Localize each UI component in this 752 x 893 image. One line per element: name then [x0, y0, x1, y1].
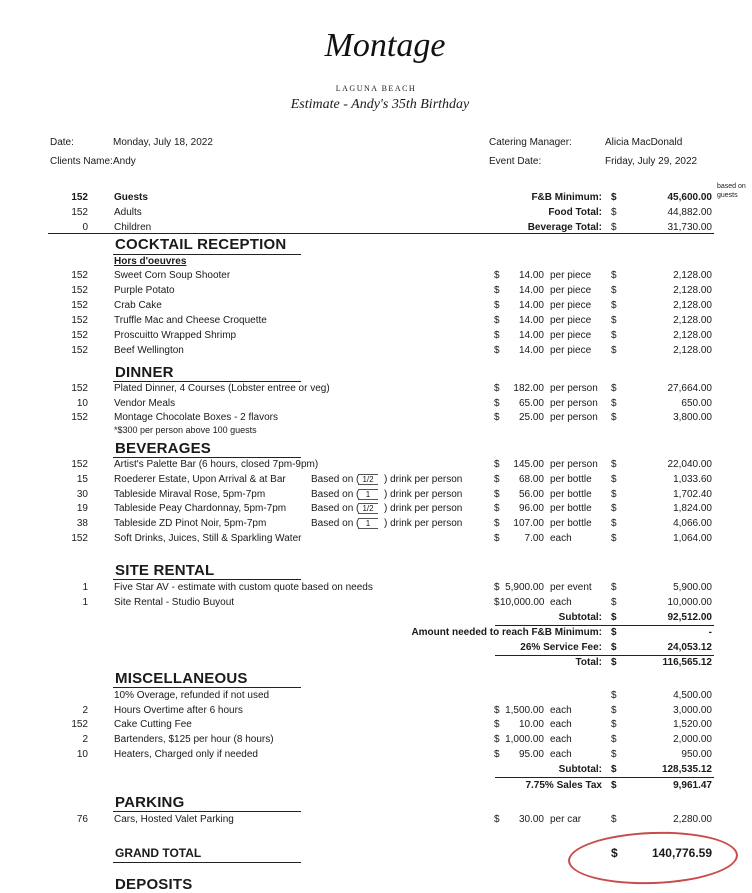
- summary-currency: $: [611, 612, 617, 623]
- item-description: Heaters, Charged only if needed: [114, 748, 258, 760]
- site-rental-underline: [113, 579, 301, 580]
- item-price: 182.00: [513, 383, 544, 394]
- site-rental-title: SITE RENTAL: [115, 562, 215, 579]
- item-unit: per person: [550, 397, 598, 409]
- item-unit: per piece: [550, 345, 592, 356]
- price-currency: $: [494, 300, 500, 311]
- price-currency: $: [494, 518, 500, 530]
- summary-value: 128,535.12: [661, 764, 712, 775]
- item-qty: 19: [76, 503, 88, 515]
- item-price: 10,000.00: [500, 597, 545, 608]
- item-unit: per piece: [550, 270, 592, 281]
- item-description: Tableside ZD Pinot Noir, 5pm-7pm: [114, 518, 267, 530]
- item-total: 2,128.00: [673, 345, 712, 356]
- summary-currency: $: [611, 657, 617, 668]
- total-currency: $: [611, 473, 617, 485]
- item-price: 14.00: [518, 345, 544, 356]
- item-description: Bartenders, $125 per hour (8 hours): [114, 734, 274, 746]
- item-unit: per bottle: [550, 473, 592, 485]
- item-unit: each: [550, 704, 572, 716]
- item-total: 4,500.00: [673, 690, 712, 701]
- item-qty: 152: [71, 285, 88, 296]
- client-value: Andy: [113, 156, 136, 167]
- item-total: 2,128.00: [673, 330, 712, 341]
- divider: [48, 233, 714, 234]
- summary-currency: $: [611, 780, 617, 791]
- price-currency: $: [494, 473, 500, 485]
- estimate-title: Estimate - Andy's 35th Birthday: [290, 97, 470, 112]
- cocktail-title: COCKTAIL RECEPTION: [115, 236, 287, 253]
- minimum-value: 45,600.00: [667, 192, 712, 203]
- item-qty: 10: [76, 397, 88, 409]
- dinner-underline: [113, 381, 301, 382]
- item-price: 56.00: [518, 488, 544, 500]
- summary-currency: $: [611, 764, 617, 775]
- item-description: Soft Drinks, Juices, Still & Sparkling Water: [114, 533, 302, 544]
- item-total: 3,800.00: [673, 412, 712, 423]
- summary-label: 7.75% Sales Tax: [525, 780, 602, 791]
- price-currency: $: [494, 814, 500, 825]
- total-currency: $: [611, 814, 617, 825]
- drink-count: 1/2: [358, 503, 378, 514]
- guest-count: 0: [82, 222, 88, 233]
- price-currency: $: [494, 459, 500, 470]
- item-price: 1,000.00: [505, 734, 544, 746]
- price-currency: $: [494, 285, 500, 296]
- item-total: 950.00: [681, 748, 712, 760]
- item-total: 5,900.00: [673, 582, 712, 593]
- minimum-label: F&B Minimum:: [531, 192, 602, 203]
- drink-count: 1: [358, 489, 378, 500]
- item-description: Cake Cutting Fee: [114, 719, 192, 731]
- item-qty: 10: [76, 748, 88, 760]
- price-currency: $: [494, 412, 500, 423]
- price-currency: $: [494, 582, 500, 593]
- summary-currency: $: [611, 642, 617, 653]
- price-currency: $: [494, 315, 500, 326]
- parking-title: PARKING: [115, 794, 185, 811]
- summary-divider: [495, 777, 714, 778]
- item-qty: 152: [71, 412, 88, 423]
- item-qty: 76: [76, 814, 88, 825]
- total-currency: $: [611, 330, 617, 341]
- price-currency: $: [494, 397, 500, 409]
- based-on-label: Based on (: [311, 518, 360, 530]
- item-price: 107.00: [513, 518, 544, 530]
- event-date-label: Event Date:: [489, 156, 542, 167]
- item-unit: each: [550, 748, 572, 760]
- item-price: 145.00: [513, 459, 544, 470]
- price-currency: $: [494, 488, 500, 500]
- minimum-label: Beverage Total:: [527, 222, 602, 233]
- item-description: Truffle Mac and Cheese Croquette: [114, 315, 267, 326]
- item-price: 10.00: [518, 719, 544, 731]
- item-qty: 2: [82, 734, 88, 746]
- grand-total-underline: [113, 862, 301, 863]
- item-price: 96.00: [518, 503, 544, 515]
- item-price: 14.00: [518, 270, 544, 281]
- guest-label: Adults: [114, 207, 142, 218]
- event-date-value: Friday, July 29, 2022: [605, 156, 698, 167]
- item-price: 30.00: [518, 814, 544, 825]
- item-total: 1,702.40: [673, 488, 712, 500]
- item-description: Roederer Estate, Upon Arrival & at Bar: [114, 473, 286, 485]
- manager-value: Alicia MacDonald: [605, 137, 683, 148]
- total-currency: $: [611, 748, 617, 760]
- total-currency: $: [611, 597, 617, 608]
- price-currency: $: [494, 719, 500, 731]
- item-unit: per event: [550, 582, 592, 593]
- drink-per-person-label: ) drink per person: [384, 473, 463, 485]
- item-price: 1,500.00: [505, 704, 544, 716]
- item-unit: per car: [550, 814, 582, 825]
- item-unit: per piece: [550, 330, 592, 341]
- total-currency: $: [611, 503, 617, 515]
- item-qty: 152: [71, 300, 88, 311]
- location-label: LAGUNA BEACH: [335, 84, 417, 93]
- item-unit: per piece: [550, 315, 592, 326]
- item-description: Five Star AV - estimate with custom quote based on needs: [114, 582, 373, 593]
- minimum-value: 44,882.00: [667, 207, 712, 218]
- summary-label: Total:: [575, 657, 602, 668]
- manager-label: Catering Manager:: [489, 137, 572, 148]
- item-qty: 152: [71, 383, 88, 394]
- item-unit: each: [550, 597, 572, 608]
- summary-value: 24,053.12: [667, 642, 712, 653]
- summary-divider: [495, 625, 714, 626]
- guest-label: Guests: [114, 192, 148, 203]
- dinner-note: *$300 per person above 100 guests: [114, 425, 257, 435]
- item-unit: per piece: [550, 300, 592, 311]
- grand-total-currency: $: [611, 846, 618, 860]
- price-currency: $: [494, 383, 500, 394]
- item-description: Plated Dinner, 4 Courses (Lobster entree or veg): [114, 383, 330, 394]
- item-description: 10% Overage, refunded if not used: [114, 690, 270, 701]
- summary-value: -: [708, 627, 712, 638]
- item-price: 65.00: [518, 397, 544, 409]
- minimum-currency: $: [611, 192, 617, 203]
- guest-label: Children: [114, 222, 152, 233]
- item-unit: per bottle: [550, 503, 592, 515]
- total-currency: $: [611, 459, 617, 470]
- based-on-label: Based on (: [311, 503, 360, 515]
- item-price: 14.00: [518, 330, 544, 341]
- drink-count: 1: [358, 518, 378, 529]
- date-value: Monday, July 18, 2022: [113, 137, 213, 148]
- item-total: 1,033.60: [673, 473, 712, 485]
- beverages-underline: [113, 457, 301, 458]
- montage-logo: [310, 22, 460, 72]
- item-total: 10,000.00: [667, 597, 712, 608]
- item-total: 22,040.00: [667, 459, 712, 470]
- summary-label: Amount needed to reach F&B Minimum:: [411, 627, 602, 638]
- client-label: Clients Name:: [50, 156, 113, 167]
- date-label: Date:: [50, 137, 74, 148]
- item-qty: 152: [71, 270, 88, 281]
- price-currency: $: [494, 704, 500, 716]
- summary-currency: $: [611, 627, 617, 638]
- item-qty: 152: [71, 330, 88, 341]
- item-total: 27,664.00: [667, 383, 712, 394]
- grand-total-label: GRAND TOTAL: [115, 846, 202, 860]
- item-price: 95.00: [518, 748, 544, 760]
- item-description: Proscuitto Wrapped Shrimp: [114, 330, 237, 341]
- price-currency: $: [494, 503, 500, 515]
- svg-text:Montage: Montage: [324, 27, 446, 64]
- total-currency: $: [611, 719, 617, 731]
- item-price: 7.00: [524, 533, 544, 544]
- guest-count: 152: [71, 192, 88, 203]
- item-price: 68.00: [518, 473, 544, 485]
- item-description: Cars, Hosted Valet Parking: [114, 814, 234, 825]
- total-currency: $: [611, 533, 617, 544]
- edge-note: based on guests: [717, 183, 746, 199]
- summary-label: Subtotal:: [558, 764, 602, 775]
- item-total: 2,000.00: [673, 734, 712, 746]
- summary-value: 116,565.12: [662, 657, 712, 668]
- total-currency: $: [611, 300, 617, 311]
- drink-per-person-label: ) drink per person: [384, 503, 463, 515]
- item-description: Tableside Peay Chardonnay, 5pm-7pm: [114, 503, 287, 515]
- summary-label: 26% Service Fee:: [520, 642, 602, 653]
- total-currency: $: [611, 412, 617, 423]
- total-currency: $: [611, 582, 617, 593]
- item-unit: each: [550, 719, 572, 731]
- item-description: Purple Potato: [114, 285, 175, 296]
- item-total: 2,128.00: [673, 285, 712, 296]
- item-total: 2,128.00: [673, 300, 712, 311]
- item-total: 4,066.00: [673, 518, 712, 530]
- total-currency: $: [611, 734, 617, 746]
- item-total: 2,280.00: [673, 814, 712, 825]
- summary-value: 92,512.00: [667, 612, 712, 623]
- item-total: 2,128.00: [673, 315, 712, 326]
- summary-divider: [495, 655, 714, 656]
- item-unit: each: [550, 734, 572, 746]
- parking-underline: [113, 811, 301, 812]
- item-description: Tableside Miraval Rose, 5pm-7pm: [114, 488, 266, 500]
- total-currency: $: [611, 397, 617, 409]
- item-unit: each: [550, 533, 572, 544]
- item-total: 2,128.00: [673, 270, 712, 281]
- price-currency: $: [494, 597, 500, 608]
- item-unit: per person: [550, 459, 598, 470]
- item-price: 5,900.00: [505, 582, 544, 593]
- item-description: Crab Cake: [114, 300, 162, 311]
- drink-per-person-label: ) drink per person: [384, 518, 463, 530]
- based-on-label: Based on (: [311, 488, 360, 500]
- item-qty: 152: [71, 345, 88, 356]
- item-unit: per bottle: [550, 518, 592, 530]
- based-on-label: Based on (: [311, 473, 360, 485]
- minimum-label: Food Total:: [548, 207, 602, 218]
- item-description: Montage Chocolate Boxes - 2 flavors: [114, 412, 278, 423]
- total-currency: $: [611, 488, 617, 500]
- minimum-value: 31,730.00: [667, 222, 712, 233]
- price-currency: $: [494, 533, 500, 544]
- beverages-title: BEVERAGES: [115, 440, 211, 457]
- minimum-currency: $: [611, 207, 617, 218]
- item-total: 650.00: [681, 397, 712, 409]
- dinner-title: DINNER: [115, 364, 174, 381]
- grand-total-value: 140,776.59: [651, 846, 712, 860]
- item-total: 3,000.00: [673, 704, 712, 716]
- drink-per-person-label: ) drink per person: [384, 488, 463, 500]
- deposits-title: DEPOSITS: [115, 876, 193, 893]
- item-unit: per person: [550, 383, 598, 394]
- price-currency: $: [494, 345, 500, 356]
- summary-value: 9,961.47: [673, 780, 712, 791]
- total-currency: $: [611, 518, 617, 530]
- total-currency: $: [611, 285, 617, 296]
- item-total: 1,064.00: [673, 533, 712, 544]
- drink-count: 1/2: [358, 474, 378, 485]
- item-qty: 152: [71, 459, 88, 470]
- item-qty: 1: [82, 597, 88, 608]
- item-qty: 15: [76, 473, 88, 485]
- item-total: 1,824.00: [673, 503, 712, 515]
- item-price: 14.00: [518, 285, 544, 296]
- total-currency: $: [611, 315, 617, 326]
- item-unit: per piece: [550, 285, 592, 296]
- cocktail-underline: [113, 254, 301, 255]
- item-description: Hours Overtime after 6 hours: [114, 704, 243, 716]
- item-description: Site Rental - Studio Buyout: [114, 597, 235, 608]
- total-currency: $: [611, 690, 617, 701]
- guest-count: 152: [71, 207, 88, 218]
- red-circle-annotation: [567, 829, 739, 887]
- price-currency: $: [494, 330, 500, 341]
- item-unit: per bottle: [550, 488, 592, 500]
- item-description: Vendor Meals: [114, 397, 176, 409]
- item-description: Sweet Corn Soup Shooter: [114, 270, 231, 281]
- item-price: 25.00: [518, 412, 544, 423]
- price-currency: $: [494, 734, 500, 746]
- total-currency: $: [611, 345, 617, 356]
- total-currency: $: [611, 383, 617, 394]
- item-total: 1,520.00: [673, 719, 712, 731]
- item-qty: 30: [76, 488, 88, 500]
- hors-doeuvres-subtitle: Hors d'oeuvres: [114, 256, 187, 267]
- misc-title: MISCELLANEOUS: [115, 670, 248, 687]
- item-qty: 38: [76, 518, 88, 530]
- item-unit: per person: [550, 412, 598, 423]
- total-currency: $: [611, 270, 617, 281]
- summary-label: Subtotal:: [558, 612, 602, 623]
- item-price: 14.00: [518, 315, 544, 326]
- price-currency: $: [494, 748, 500, 760]
- item-description: Beef Wellington: [114, 345, 184, 356]
- minimum-currency: $: [611, 222, 617, 233]
- item-price: 14.00: [518, 300, 544, 311]
- price-currency: $: [494, 270, 500, 281]
- item-qty: 152: [71, 719, 88, 731]
- misc-underline: [113, 687, 301, 688]
- total-currency: $: [611, 704, 617, 716]
- item-qty: 2: [82, 704, 88, 716]
- item-qty: 152: [71, 533, 88, 544]
- item-description: Artist's Palette Bar (6 hours, closed 7pm-9pm): [114, 459, 319, 470]
- item-qty: 1: [82, 582, 88, 593]
- item-qty: 152: [71, 315, 88, 326]
